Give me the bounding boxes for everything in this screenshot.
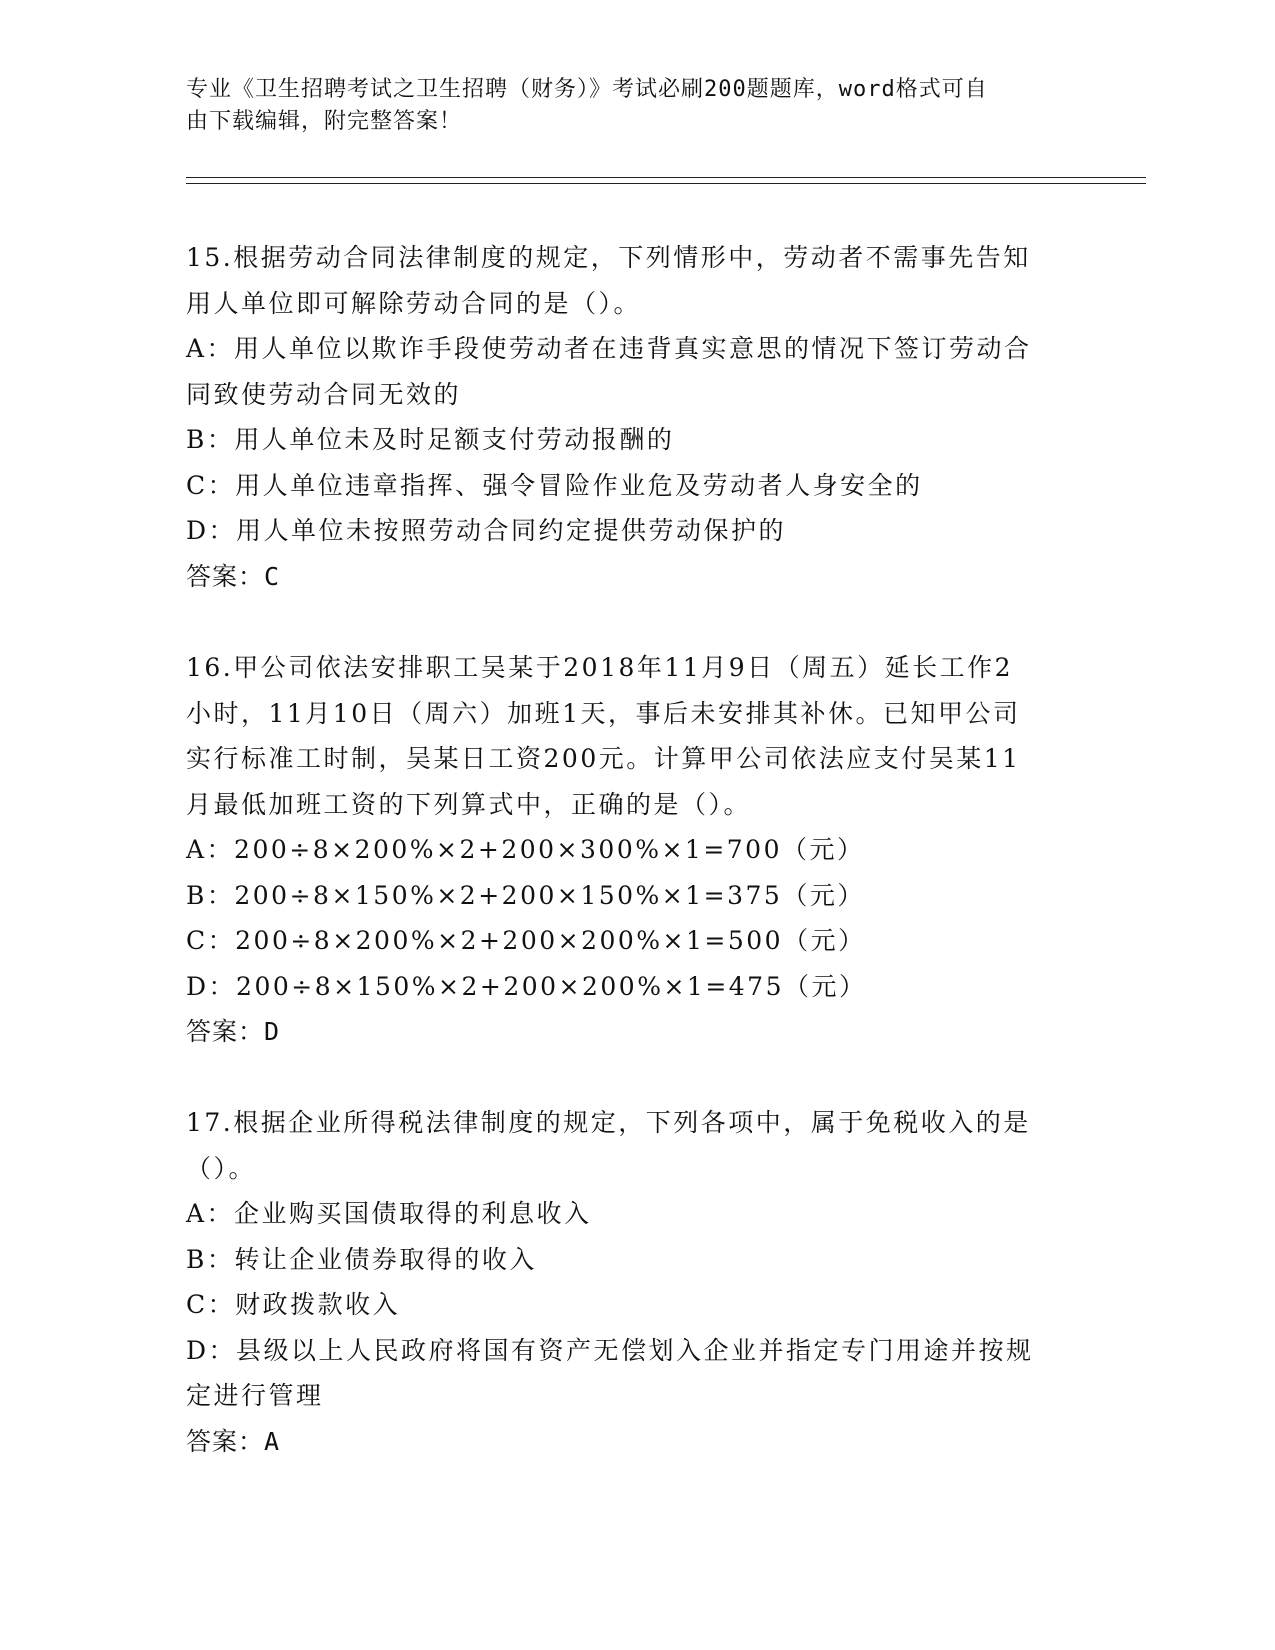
option-b: B：用人单位未及时足额支付劳动报酬的 — [186, 425, 675, 454]
option-a: A：用人单位以欺诈手段使劳动者在违背真实意思的情况下签订劳动合 — [186, 334, 1032, 363]
question-stem: 实行标准工时制，吴某日工资200元。计算甲公司依法应支付吴某11 — [186, 744, 1021, 773]
option-b: B：转让企业债券取得的收入 — [186, 1244, 537, 1274]
question-17 — [186, 1100, 1086, 1464]
question-15 — [186, 235, 1086, 599]
question-stem: 15.根据劳动合同法律制度的规定，下列情形中，劳动者不需事先告知 — [186, 243, 1031, 272]
option-c: C：200÷8×200%×2+200×200%×1=500（元） — [186, 926, 866, 955]
option-a: A：200÷8×200%×2+200×300%×1=700（元） — [186, 835, 865, 864]
option-b: B：200÷8×150%×2+200×150%×1=375（元） — [186, 880, 865, 910]
option-a: A：企业购买国债取得的利息收入 — [186, 1199, 592, 1228]
option-c: C：用人单位违章指挥、强令冒险作业危及劳动者人身安全的 — [186, 470, 923, 500]
option-c: C：财政拨款收入 — [186, 1290, 401, 1319]
header-line: 由下载编辑，附完整答案！ — [186, 109, 463, 134]
question-stem: 小时，11月10日（周六）加班1天，事后未安排其补休。已知甲公司 — [186, 698, 1021, 728]
header-divider — [186, 177, 1146, 178]
answer: 答案：A — [186, 1426, 281, 1456]
header-line: 专业《卫生招聘考试之卫生招聘（财务）》考试必刷200题题库，word格式可自 — [186, 77, 988, 102]
option-d: D：县级以上人民政府将国有资产无偿划入企业并指定专门用途并按规 — [186, 1335, 1034, 1365]
option-d: D：用人单位未按照劳动合同约定提供劳动保护的 — [186, 516, 787, 545]
question-stem: 16.甲公司依法安排职工吴某于2018年11月9日（周五）延长工作2 — [186, 653, 1014, 682]
question-stem: 月最低加班工资的下列算式中，正确的是（）。 — [186, 789, 752, 819]
question-stem: 用人单位即可解除劳动合同的是（）。 — [186, 288, 642, 318]
answer: 答案：D — [186, 1017, 281, 1046]
option-d: D：200÷8×150%×2+200×200%×1=475（元） — [186, 971, 867, 1001]
option-d-continued: 定进行管理 — [186, 1381, 324, 1410]
header-divider — [186, 183, 1146, 184]
answer: 答案：C — [186, 561, 281, 591]
question-stem: 17.根据企业所得税法律制度的规定，下列各项中，属于免税收入的是 — [186, 1108, 1031, 1137]
question-16 — [186, 645, 1086, 1055]
document-header — [186, 74, 1076, 138]
question-stem: （）。 — [186, 1153, 257, 1183]
option-a-continued: 同致使劳动合同无效的 — [186, 379, 462, 409]
